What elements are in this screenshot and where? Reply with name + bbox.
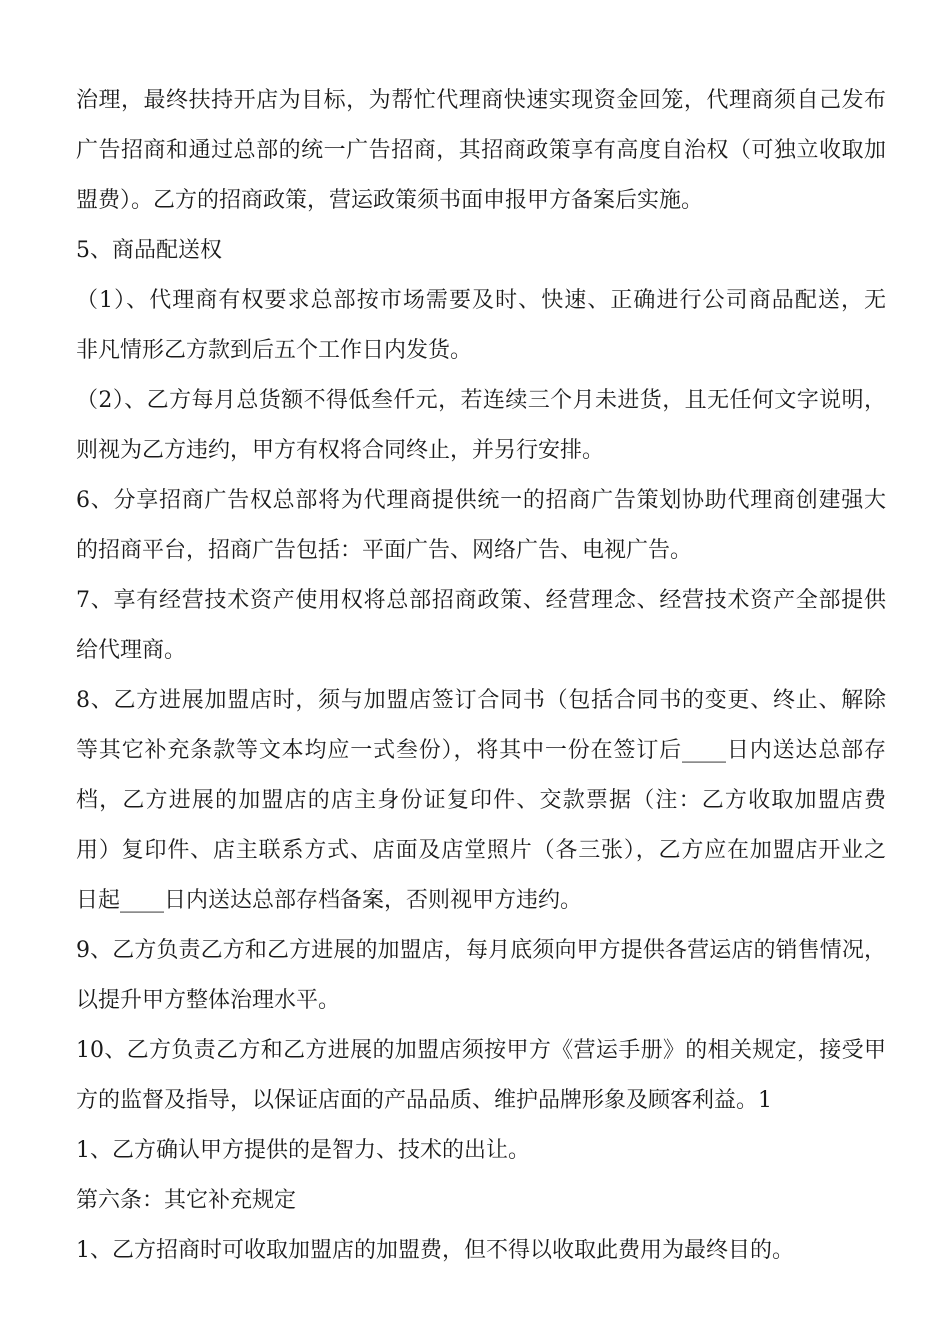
paragraph-line: 7、享有经营技术资产使用权将总部招商政策、经营理念、经营技术资产全部提供 [76, 588, 886, 613]
paragraph-line: 1、乙方确认甲方提供的是智力、技术的出让。 [76, 1138, 530, 1163]
paragraph-line: （2）、乙方每月总货额不得低叁仟元，若连续三个月未进货，且无任何文字说明， [76, 388, 886, 413]
paragraph-line: 则视为乙方违约，甲方有权将合同终止，并另行安排。 [76, 438, 605, 463]
paragraph-line: 盟费）。乙方的招商政策，营运政策须书面申报甲方备案后实施。 [76, 188, 704, 213]
paragraph-line: 给代理商。 [76, 638, 187, 663]
section-heading: 第六条：其它补充规定 [76, 1188, 297, 1213]
paragraph-line: 用）复印件、店主联系方式、店面及店堂照片（各三张），乙方应在加盟店开业之 [76, 838, 886, 863]
paragraph-line: 10、乙方负责乙方和乙方进展的加盟店须按甲方《营运手册》的相关规定，接受甲 [76, 1038, 886, 1063]
paragraph-line: 以提升甲方整体治理水平。 [76, 988, 341, 1013]
paragraph-line: 广告招商和通过总部的统一广告招商，其招商政策享有高度自治权（可独立收取加 [76, 138, 886, 163]
paragraph-line: （1）、代理商有权要求总部按市场需要及时、快速、正确进行公司商品配送，无 [76, 288, 886, 313]
paragraph-line: 9、乙方负责乙方和乙方进展的加盟店，每月底须向甲方提供各营运店的销售情况， [76, 938, 886, 963]
paragraph-line: 治理，最终扶持开店为目标，为帮忙代理商快速实现资金回笼，代理商须自己发布 [76, 88, 886, 113]
paragraph-line: 非凡情形乙方款到后五个工作日内发货。 [76, 338, 473, 363]
paragraph-line: 的招商平台，招商广告包括：平面广告、网络广告、电视广告。 [76, 538, 693, 563]
section-heading: 5、商品配送权 [76, 238, 222, 263]
paragraph-line: 日起____日内送达总部存档备案，否则视甲方违约。 [76, 888, 583, 913]
paragraph-line: 1、乙方招商时可收取加盟店的加盟费，但不得以收取此费用为最终目的。 [76, 1238, 794, 1263]
paragraph-line: 等其它补充条款等文本均应一式叁份），将其中一份在签订后____日内送达总部存 [76, 738, 886, 763]
paragraph-line: 8、乙方进展加盟店时，须与加盟店签订合同书（包括合同书的变更、终止、解除 [76, 688, 886, 713]
paragraph-line: 档，乙方进展的加盟店的店主身份证复印件、交款票据（注：乙方收取加盟店费 [76, 788, 886, 813]
paragraph-line: 6、分享招商广告权总部将为代理商提供统一的招商广告策划协助代理商创建强大 [76, 488, 886, 513]
paragraph-line: 方的监督及指导，以保证店面的产品品质、维护品牌形象及顾客利益。1 [76, 1088, 772, 1113]
